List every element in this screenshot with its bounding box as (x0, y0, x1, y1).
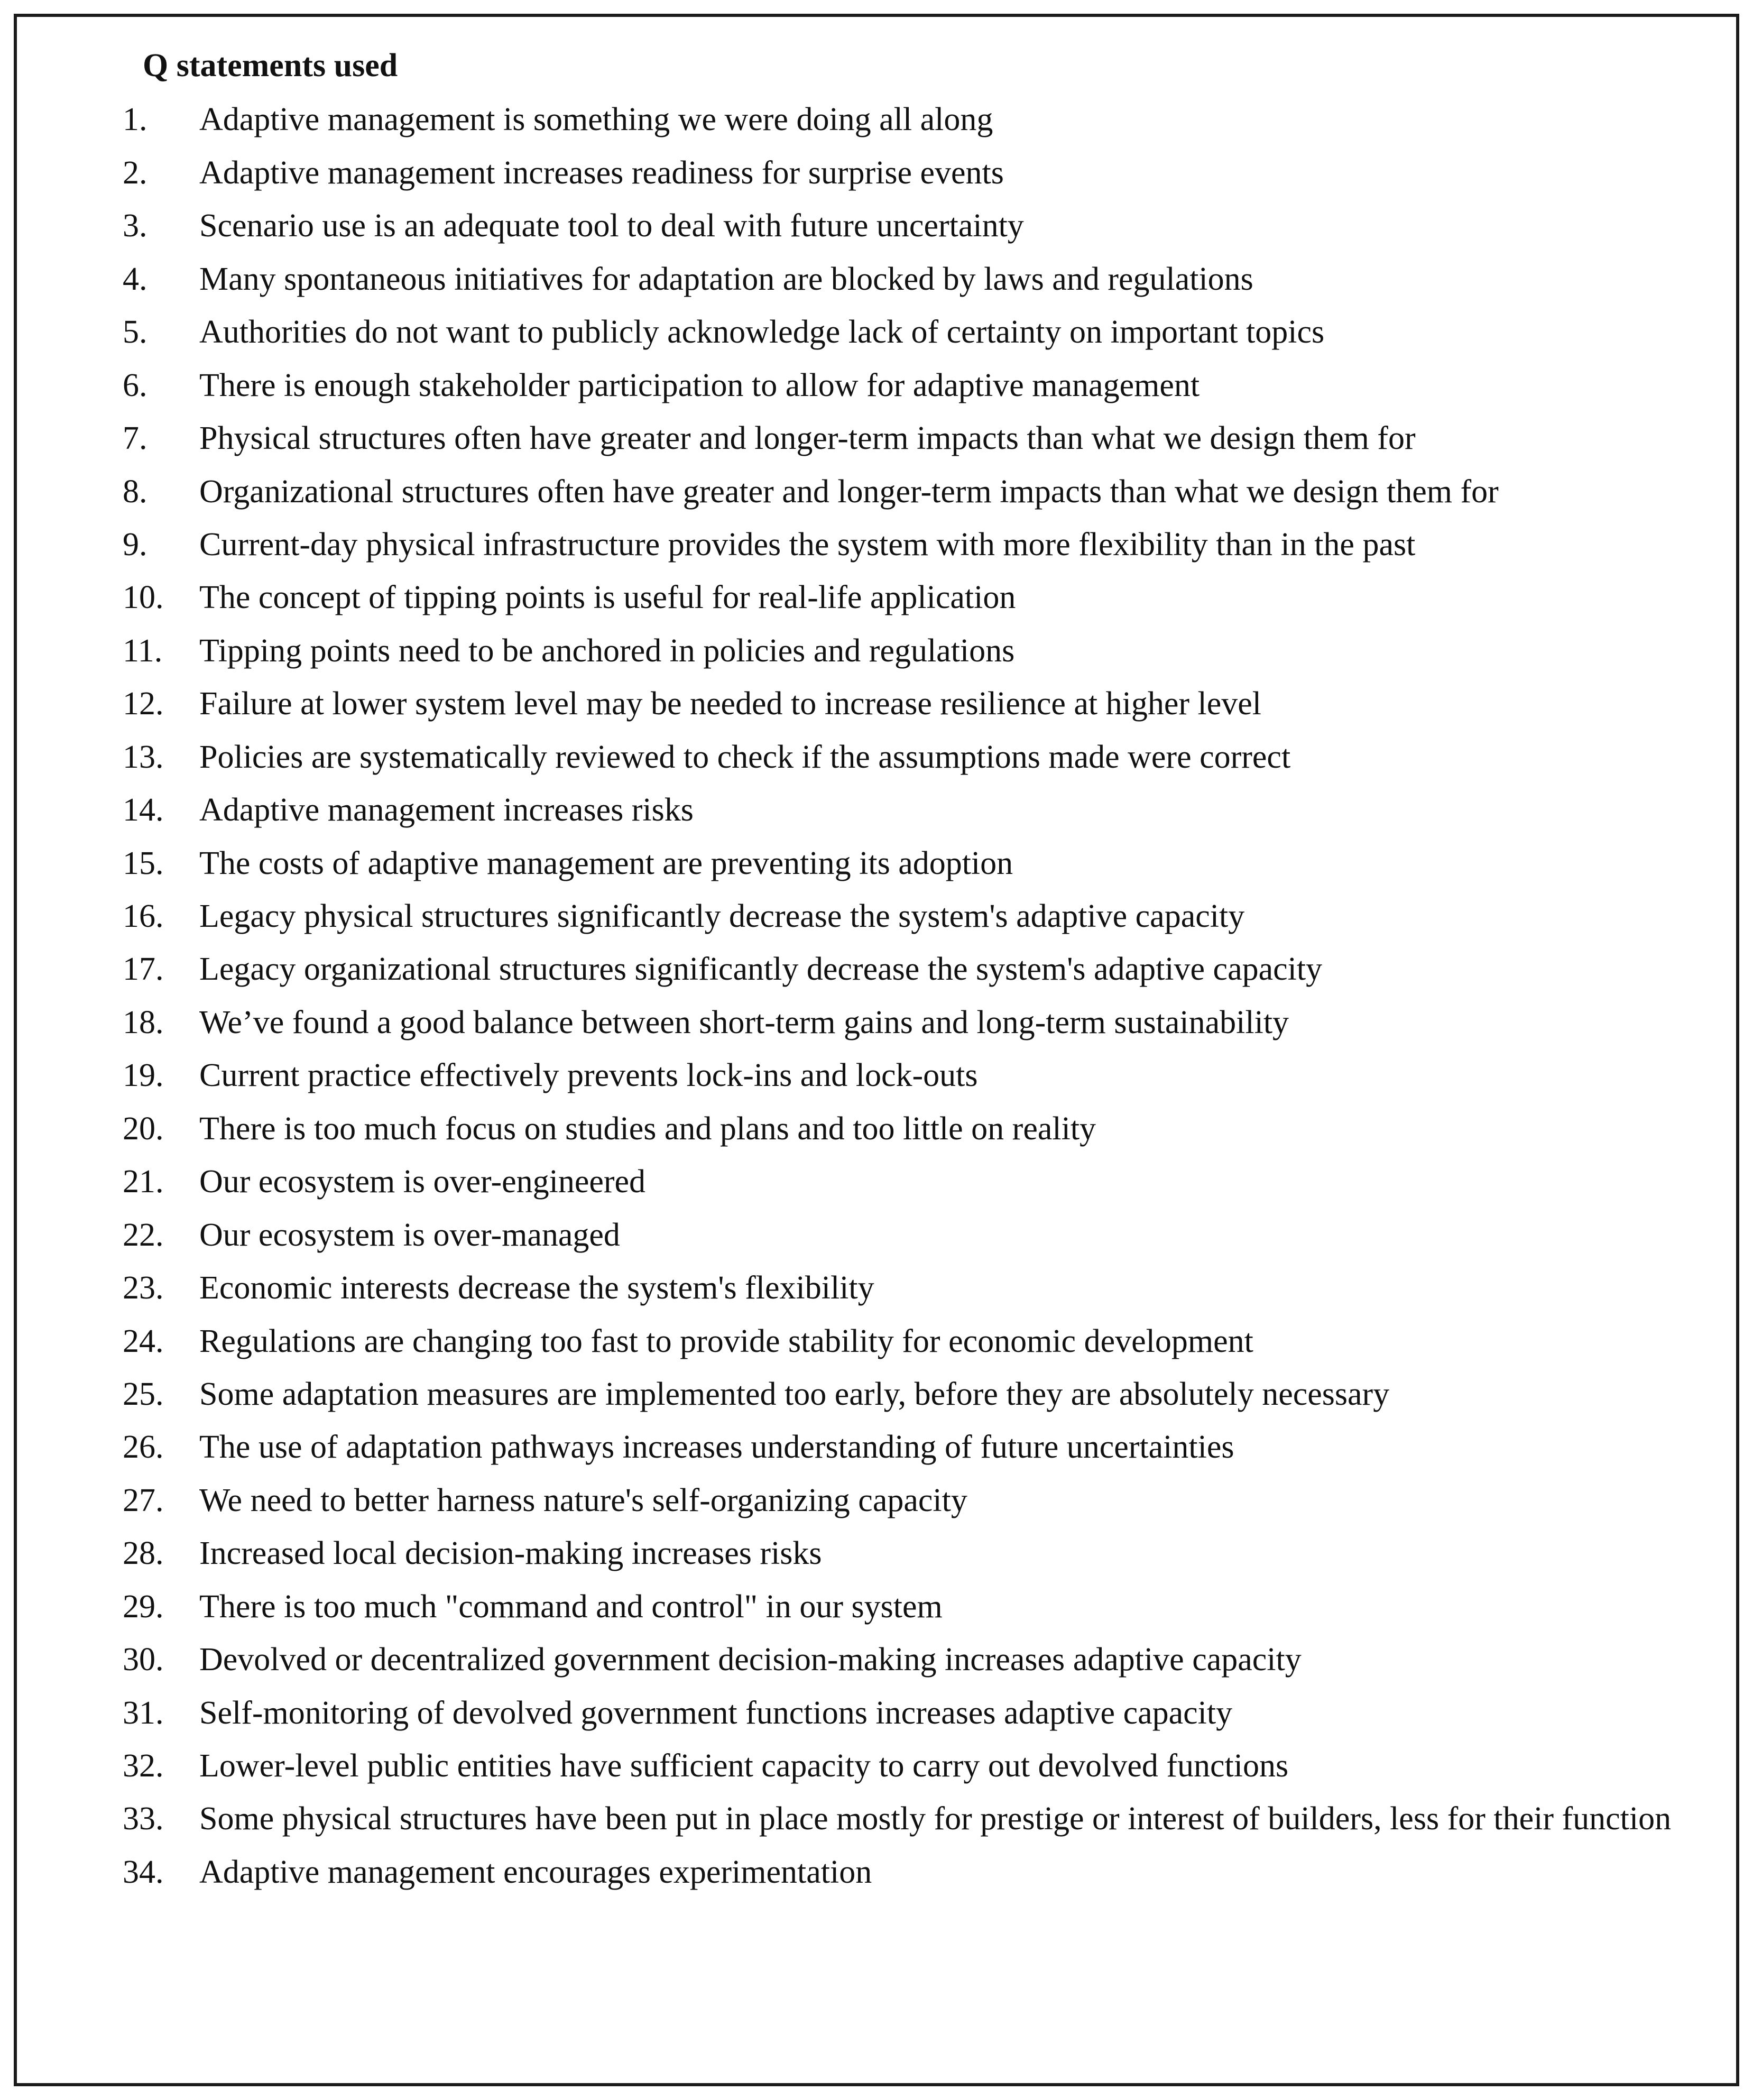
statement-item (123, 784, 1699, 836)
statement-text: The concept of tipping points is useful for real-life application (199, 579, 1016, 616)
statement-text: Authorities do not want to publicly acknowledge lack of certainty on important topics (199, 314, 1325, 351)
statement-text: Some physical structures have been put in place mostly for prestige or interest of builders, less for their function (199, 1801, 1672, 1837)
statement-number: 19. (123, 1057, 164, 1094)
statement-item (123, 1580, 1699, 1633)
statement-item (123, 837, 1699, 890)
statement-number: 6. (123, 367, 147, 403)
statement-number: 32. (123, 1748, 164, 1784)
statement-text: Failure at lower system level may be needed to increase resilience at higher level (199, 686, 1262, 722)
statement-text: Regulations are changing too fast to provide stability for economic development (199, 1323, 1253, 1359)
statement-text: Physical structures often have greater and longer-term impacts than what we design them for (199, 420, 1416, 457)
statement-text: There is enough stakeholder participation to allow for adaptive management (199, 367, 1200, 403)
statement-item (123, 518, 1699, 571)
statement-item (123, 731, 1699, 784)
statement-item (123, 199, 1699, 252)
statement-text: Many spontaneous initiatives for adaptation are blocked by laws and regulations (199, 261, 1253, 297)
statement-number: 8. (123, 473, 147, 510)
statement-number: 15. (123, 845, 164, 881)
statement-text: The use of adaptation pathways increases understanding of future uncertainties (199, 1429, 1234, 1466)
statement-number: 3. (123, 208, 147, 244)
statement-number: 33. (123, 1801, 164, 1837)
statement-item (123, 1102, 1699, 1155)
statement-number: 22. (123, 1217, 164, 1253)
statement-item (123, 1633, 1699, 1686)
statement-text: Some adaptation measures are implemented too early, before they are absolutely necessary (199, 1376, 1390, 1412)
statement-item (123, 571, 1699, 624)
statement-item (123, 624, 1699, 677)
statement-number: 18. (123, 1004, 164, 1040)
statement-text: Legacy organizational structures significantly decrease the system's adaptive capacity (199, 951, 1323, 988)
statement-number: 23. (123, 1270, 164, 1306)
statement-text: Current practice effectively prevents lock-ins and lock-outs (199, 1057, 978, 1094)
statement-text: Scenario use is an adequate tool to deal with future uncertainty (199, 208, 1024, 244)
statement-item (123, 1315, 1699, 1368)
statement-text: Economic interests decrease the system's flexibility (199, 1270, 874, 1306)
statement-number: 31. (123, 1694, 164, 1731)
statement-item (123, 1474, 1699, 1527)
statement-text: Adaptive management encourages experimentation (199, 1854, 872, 1890)
statement-item (123, 1368, 1699, 1421)
statement-number: 27. (123, 1482, 164, 1518)
statement-number: 28. (123, 1535, 164, 1572)
statement-item (123, 1687, 1699, 1739)
statement-text: There is too much "command and control" in our system (199, 1588, 943, 1625)
statement-item (123, 996, 1699, 1049)
statement-number: 2. (123, 154, 147, 191)
statement-number: 5. (123, 314, 147, 351)
statement-item (123, 1792, 1699, 1845)
statement-text: We need to better harness nature's self-organizing capacity (199, 1482, 967, 1518)
statement-item (123, 93, 1699, 146)
statement-number: 29. (123, 1588, 164, 1625)
statement-text: Self-monitoring of devolved government functions increases adaptive capacity (199, 1694, 1233, 1731)
statement-number: 25. (123, 1376, 164, 1412)
statement-list (123, 93, 1699, 1899)
statement-text: Tipping points need to be anchored in policies and regulations (199, 632, 1015, 669)
statement-item (123, 1209, 1699, 1261)
statement-item (123, 890, 1699, 943)
statement-item (123, 1846, 1699, 1899)
statement-item (123, 359, 1699, 412)
statement-item (123, 465, 1699, 518)
statement-number: 26. (123, 1429, 164, 1466)
statement-text: Current-day physical infrastructure provides the system with more flexibility than in the past (199, 526, 1416, 563)
statement-text: Adaptive management increases readiness for surprise events (199, 154, 1004, 191)
statement-number: 20. (123, 1110, 164, 1147)
statement-number: 30. (123, 1642, 164, 1678)
statement-item (123, 412, 1699, 465)
statement-number: 11. (123, 632, 163, 669)
statement-item (123, 1049, 1699, 1102)
statement-number: 14. (123, 792, 164, 828)
statements-box (14, 14, 1739, 2086)
statement-number: 12. (123, 686, 164, 722)
statement-text: Lower-level public entities have sufficient capacity to carry out devolved functions (199, 1748, 1289, 1784)
statement-number: 21. (123, 1164, 164, 1200)
statement-item (123, 1421, 1699, 1473)
statement-item (123, 1261, 1699, 1314)
statement-text: Policies are systematically reviewed to check if the assumptions made were correct (199, 739, 1291, 775)
statement-text: Organizational structures often have greater and longer-term impacts than what we design them for (199, 473, 1499, 510)
statement-item (123, 677, 1699, 730)
statement-number: 1. (123, 102, 147, 138)
statement-number: 7. (123, 420, 147, 457)
statement-item (123, 1527, 1699, 1580)
statement-text: Adaptive management increases risks (199, 792, 694, 828)
statement-text: There is too much focus on studies and plans and too little on reality (199, 1110, 1096, 1147)
statement-text: We’ve found a good balance between short-term gains and long-term sustainability (199, 1004, 1289, 1040)
statement-item (123, 943, 1699, 996)
statement-item (123, 306, 1699, 358)
statement-text: Legacy physical structures significantly decrease the system's adaptive capacity (199, 898, 1245, 934)
statement-number: 4. (123, 261, 147, 297)
statement-number: 16. (123, 898, 164, 934)
statement-item (123, 1155, 1699, 1208)
statement-item (123, 1739, 1699, 1792)
page-title: Q statements used (143, 48, 398, 84)
statement-text: Devolved or decentralized government decision-making increases adaptive capacity (199, 1642, 1302, 1678)
statement-text: Our ecosystem is over-managed (199, 1217, 620, 1253)
statement-number: 13. (123, 739, 164, 775)
statement-item (123, 146, 1699, 199)
statement-item (123, 253, 1699, 306)
statement-number: 17. (123, 951, 164, 988)
statement-number: 9. (123, 526, 147, 563)
statement-text: Adaptive management is something we were doing all along (199, 102, 993, 138)
statement-number: 10. (123, 579, 164, 616)
statement-text: Increased local decision-making increases risks (199, 1535, 822, 1572)
statement-number: 34. (123, 1854, 164, 1890)
statement-text: The costs of adaptive management are preventing its adoption (199, 845, 1013, 881)
statement-number: 24. (123, 1323, 164, 1359)
statement-text: Our ecosystem is over-engineered (199, 1164, 646, 1200)
